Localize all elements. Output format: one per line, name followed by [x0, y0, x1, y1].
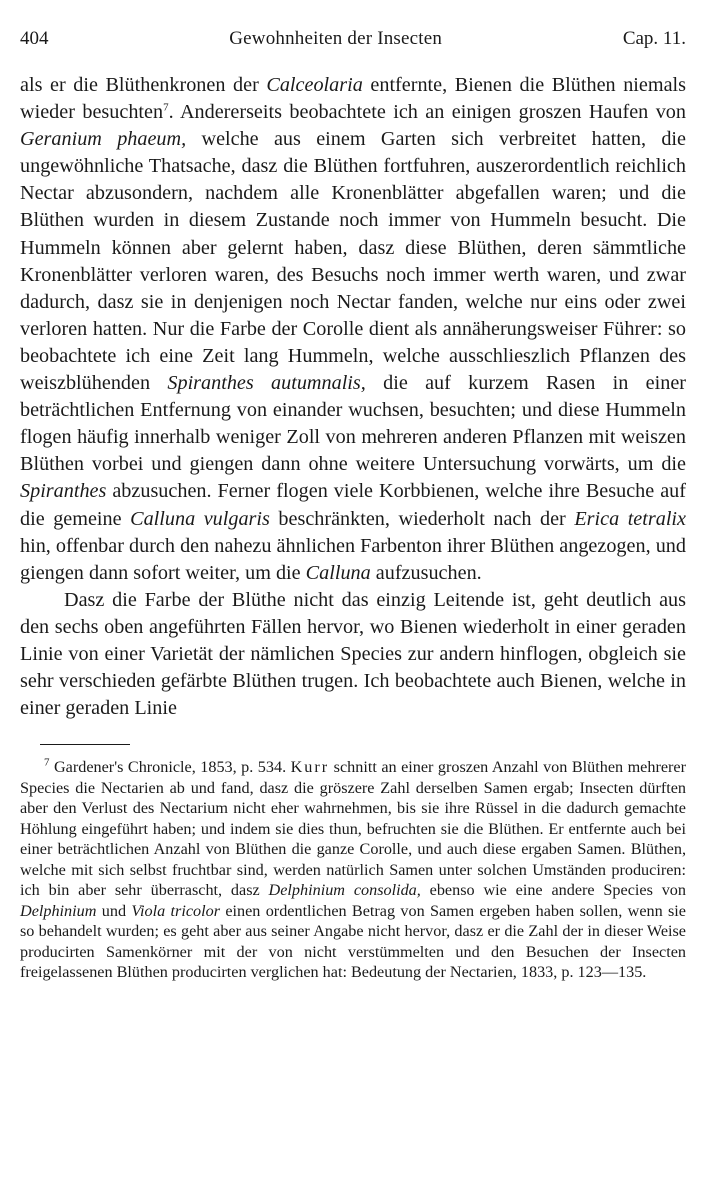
species-name: Calceolaria	[266, 74, 363, 96]
species-name: Spiranthes autumnalis,	[167, 372, 366, 395]
paragraph-2: Dasz die Farbe der Blüthe nicht das einzig Leitende ist, geht deutlich aus den sechs oben angeführten Fällen hervor, wo Bienen wiederholt in einer geraden Linie von einer Varietät der nämlichen Species zur andern hinflogen, obgleich sie sehr verschieden gefärbte Blüthen trugen. Ich beobachtete auch Bienen, welche in einer geraden Linie	[20, 588, 686, 720]
text-run: . Andererseits beobachtete ich an einigen groszen Haufen von	[168, 101, 686, 124]
species-name: Geranium phaeum,	[20, 128, 187, 151]
species-name: Viola tricolor	[131, 901, 221, 920]
footnote-7	[20, 757, 686, 983]
text-run: abzusuchen. Ferner flogen viele Korbbienen, welche ihre Besuche auf die gemeine	[20, 480, 686, 530]
text-run: hin, offenbar durch den nahezu ähnlichen Farbenton ihrer Blüthen angezogen, und giengen dann sofort weiter, um die	[20, 534, 686, 584]
text-run: einen ordentlichen Betrag von Samen ergeben haben sollen, wenn sie so behandelt wurden; es geht aber aus seiner Angabe nicht hervor, dasz er die Zahl der in dieser Weise producirten Samenkörner mit der von nicht verstümmelten und den Besuchen der Insecten freigelassenen Blüthen producirten verglichen hat: Bedeutung der Nectarien, 1833, p. 123—135.	[20, 901, 686, 982]
species-name: Calluna	[305, 561, 371, 584]
page-number: 404	[20, 28, 49, 49]
footnotes	[20, 757, 686, 983]
species-name: Spiranthes	[20, 480, 107, 503]
text-run: ebenso wie eine andere Species von	[420, 881, 686, 900]
paragraph-1	[20, 72, 686, 587]
author-name: Kurr	[290, 758, 330, 777]
text-run: schnitt an einer groszen Anzahl von Blüthen mehrerer Species die Nectarien ab und fand, dasz die gröszere Zahl derselben Samen ergab; Insecten dürften aber den Verlust des Nectarium nicht eher wahrnehmen, bis sie ihre Rüssel in die dadurch gemachte Höhlung eingeführt haben; und indem sie dies thun, befruchten sie die Blüthen. Er entfernte auch bei einer beträchtlichen Anzahl von Blüthen die ganze Corolle, und auch diese ergaben Samen. Blüthen, welche mit sich selbst fruchtbar sind, werden natürlich Samen unter solchen Umständen produciren: ich bin aber sehr überrascht, dasz	[20, 758, 686, 900]
chapter-label: Cap. 11.	[622, 28, 686, 49]
text-run: welche aus einem Garten sich verbreitet hatten, die ungewöhnliche Thatsache, dasz die Blüthen fortfuhren, auszerordentlich reichlich Nectar abzusondern, nachdem alle Kronenblätter abgefallen waren; und die Blüthen wurden in diesem Zustande noch immer von Hummeln besucht. Die Hummeln können aber gelernt haben, dasz diese Blüthen, deren sämmtliche Kronenblätter verloren waren, des Besuchs noch immer werth waren, und zwar dadurch, dasz sie in denjenigen noch Nectar fanden, welche nur eins oder zwei verloren hatten. Nur die Farbe der Corolle dient als annäherungsweiser Führer: so beobachtete ich eine Zeit lang Hummeln, welche ausschlieszlich Pflanzen des weiszblühenden	[20, 128, 686, 395]
text-run: als er die Blüthenkronen der	[20, 74, 267, 96]
footnote-reference[interactable]: 7	[163, 101, 169, 114]
species-name: Delphinium	[20, 901, 97, 920]
running-title: Gewohnheiten der Insecten	[229, 28, 443, 49]
main-text	[20, 72, 686, 722]
footnote-separator	[40, 744, 130, 745]
text-run: aufzusuchen.	[370, 561, 482, 584]
text-run: die auf kurzem Rasen in einer beträchtlichen Entfernung von einander wuchsen, besuchten; und diese Hummeln flogen häufig innerhalb weniger Zoll von mehreren anderen Pflanzen mit weiszen Blüthen vorbei und giengen dann ohne weitere Untersuchung vorwärts, um die	[20, 372, 687, 476]
species-name: Delphinium consolida,	[268, 881, 421, 900]
running-header	[20, 28, 686, 50]
text-run: und	[96, 901, 132, 920]
species-name: Calluna vulgaris	[130, 507, 270, 530]
text-run: beschränkten, wiederholt nach der	[269, 507, 575, 530]
text-run: entfernte, Bienen die Blüthen niemals wieder besuchten	[20, 74, 686, 124]
footnote-marker: 7	[44, 756, 50, 769]
text-run: Gardener's Chronicle, 1853, p. 534.	[49, 758, 291, 777]
species-name: Erica tetralix	[574, 507, 687, 530]
